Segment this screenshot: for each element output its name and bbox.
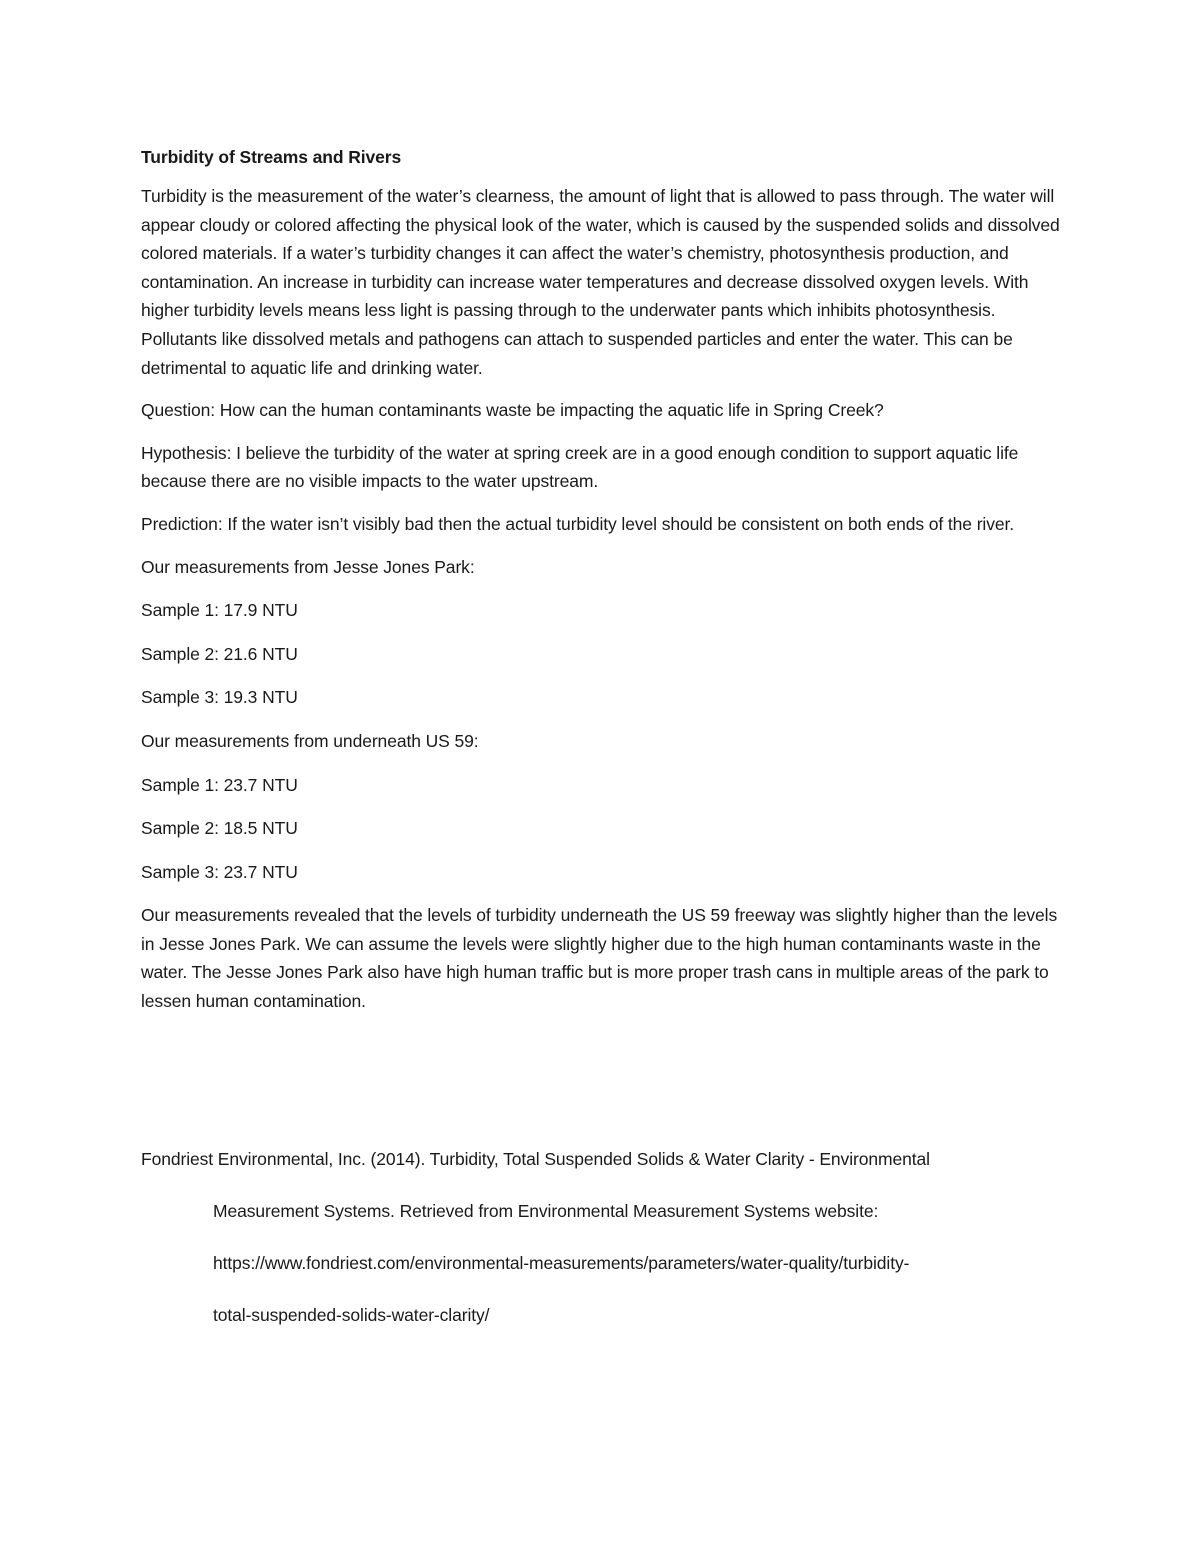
reference-line-1: Fondriest Environmental, Inc. (2014). Turbidity, Total Suspended Solids & Water Clarity - Environmental [141, 1149, 930, 1169]
site1-sample-3: Sample 3: 19.3 NTU [141, 687, 298, 708]
site1-sample-2: Sample 2: 21.6 NTU [141, 643, 298, 664]
site1-heading: Our measurements from Jesse Jones Park: [141, 556, 475, 577]
site2-heading: Our measurements from underneath US 59: [141, 730, 479, 751]
reference-url-line-2: total-suspended-solids-water-clarity/ [213, 1305, 490, 1325]
conclusion-paragraph: Our measurements revealed that the levels of turbidity underneath the US 59 freeway was slightly higher than the levels in Jesse Jones Park. We can assume the levels were slightly higher due to the high human contaminants waste in the water. The Jesse Jones Park also have high human traffic but is more proper trash cans in multiple areas of the park to lessen human contamination. [141, 905, 1058, 1012]
reference-url-line-1: https://www.fondriest.com/environmental-measurements/parameters/water-quality/turbidity- [213, 1253, 910, 1273]
prediction-paragraph: Prediction: If the water isn’t visibly bad then the actual turbidity level should be consistent on both ends of the river. [141, 513, 1015, 534]
site2-sample-2: Sample 2: 18.5 NTU [141, 818, 298, 839]
hypothesis-paragraph: Hypothesis: I believe the turbidity of the water at spring creek are in a good enough condition to support aquatic life because there are no visible impacts to the water upstream. [141, 442, 1019, 492]
site2-sample-3: Sample 3: 23.7 NTU [141, 861, 298, 882]
question-paragraph: Question: How can the human contaminants waste be impacting the aquatic life in Spring Creek? [141, 400, 884, 421]
site1-sample-1: Sample 1: 17.9 NTU [141, 600, 298, 621]
reference-line-2: Measurement Systems. Retrieved from Environmental Measurement Systems website: [213, 1201, 879, 1221]
document-body [141, 143, 1061, 1030]
site2-sample-1: Sample 1: 23.7 NTU [141, 774, 298, 795]
intro-paragraph: Turbidity is the measurement of the water’s clearness, the amount of light that is allowed to pass through. The water will appear cloudy or colored affecting the physical look of the water, which is caused by the suspended solids and dissolved colored materials. If a water’s turbidity changes it can affect the water’s chemistry, photosynthesis production, and contamination. An increase in turbidity can increase water temperatures and decrease dissolved oxygen levels. With higher turbidity levels means less light is passing through to the underwater pants which inhibits photosynthesis. Pollutants like dissolved metals and pathogens can attach to suspended particles and enter the water. This can be detrimental to aquatic life and drinking water. [141, 186, 1060, 378]
document-title: Turbidity of Streams and Rivers [141, 147, 402, 167]
reference-citation [141, 1144, 1081, 1352]
